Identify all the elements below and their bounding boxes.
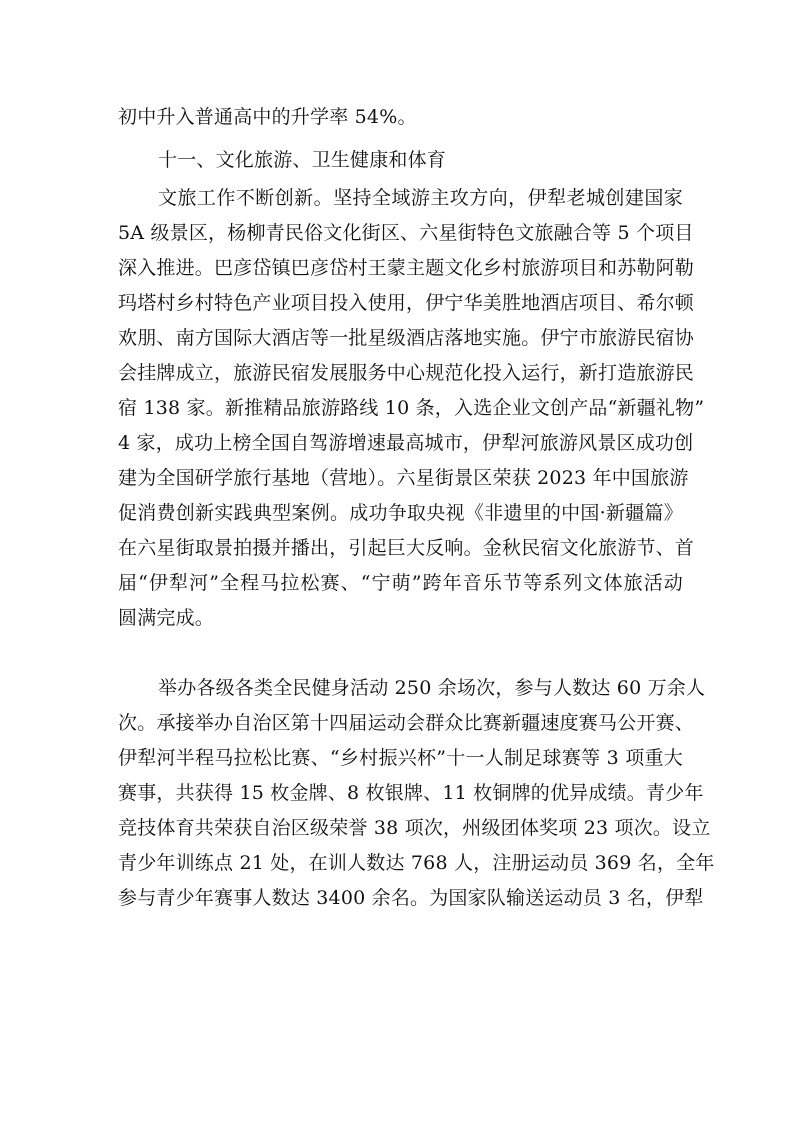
paragraph-line: 赛事，共获得 15 枚金牌、8 枚银牌、11 枚铜牌的优异成绩。青少年 [118,782,704,804]
paragraph-line: 会挂牌成立，旅游民宿发展服务中心规范化投入运行，新打造旅游民 [118,362,695,384]
paragraph-line: 5A 级景区，杨柳青民俗文化街区、六星街特色文旅融合等 5 个项目 [118,222,694,244]
carryover-text [118,100,683,135]
paragraph-sports [118,671,715,916]
paragraph-line: 深入推进。巴彦岱镇巴彦岱村王蒙主题文化乡村旅游项目和苏勒阿勒 [118,257,695,279]
carryover-line: 初中升入普通高中的升学率 54%。 [118,106,417,128]
paragraph-line: 建为全国研学旅行基地（营地）。六星街景区荣获 2023 年中国旅游 [118,467,689,489]
paragraph-line: 在六星街取景拍摄并播出，引起巨大反响。金秋民宿文化旅游节、首 [118,537,695,559]
paragraph-line: 欢朋、南方国际大酒店等一批星级酒店落地实施。伊宁市旅游民宿协 [118,327,695,349]
paragraph-line: 参与青少年赛事人数达 3400 余名。为国家队输送运动员 3 名，伊犁 [118,887,704,909]
paragraph-line: 青少年训练点 21 处，在训人数达 768 人，注册运动员 369 名，全年 [118,852,715,874]
paragraph-line: 4 家，成功上榜全国自驾游增速最高城市，伊犁河旅游风景区成功创 [118,432,694,454]
section-heading-block [118,143,683,178]
paragraph-line: 促消费创新实践典型案例。成功争取央视《非遗里的中国·新疆篇》 [118,502,683,524]
paragraph-line: 次。承接举办自治区第十四届运动会群众比赛新疆速度赛马公开赛、 [118,712,695,734]
paragraph-line: 文旅工作不断创新。坚持全域游主攻方向，伊犁老城创建国家 [158,187,683,209]
paragraph-line: 竞技体育共荣获自治区级荣誉 38 项次，州级团体奖项 23 项次。设立 [118,817,711,839]
section-heading: 十一、文化旅游、卫生健康和体育 [158,149,447,171]
paragraph-line: 届“伊犁河”全程马拉松赛、“宁萌”跨年音乐节等系列文体旅活动 [118,572,683,594]
paragraph-line: 举办各级各类全民健身活动 250 余场次，参与人数达 60 万余人 [158,677,706,699]
paragraph-line: 玛塔村乡村特色产业项目投入使用，伊宁华美胜地酒店项目、希尔顿 [118,292,695,314]
paragraph-line: 宿 138 家。新推精品旅游路线 10 条，入选企业文创产品“新疆礼物” [118,397,705,419]
paragraph-culture-tourism [118,181,705,636]
paragraph-line: 伊犁河半程马拉松比赛、“乡村振兴杯”十一人制足球赛等 3 项重大 [118,747,683,769]
paragraph-line: 圆满完成。 [118,607,215,629]
